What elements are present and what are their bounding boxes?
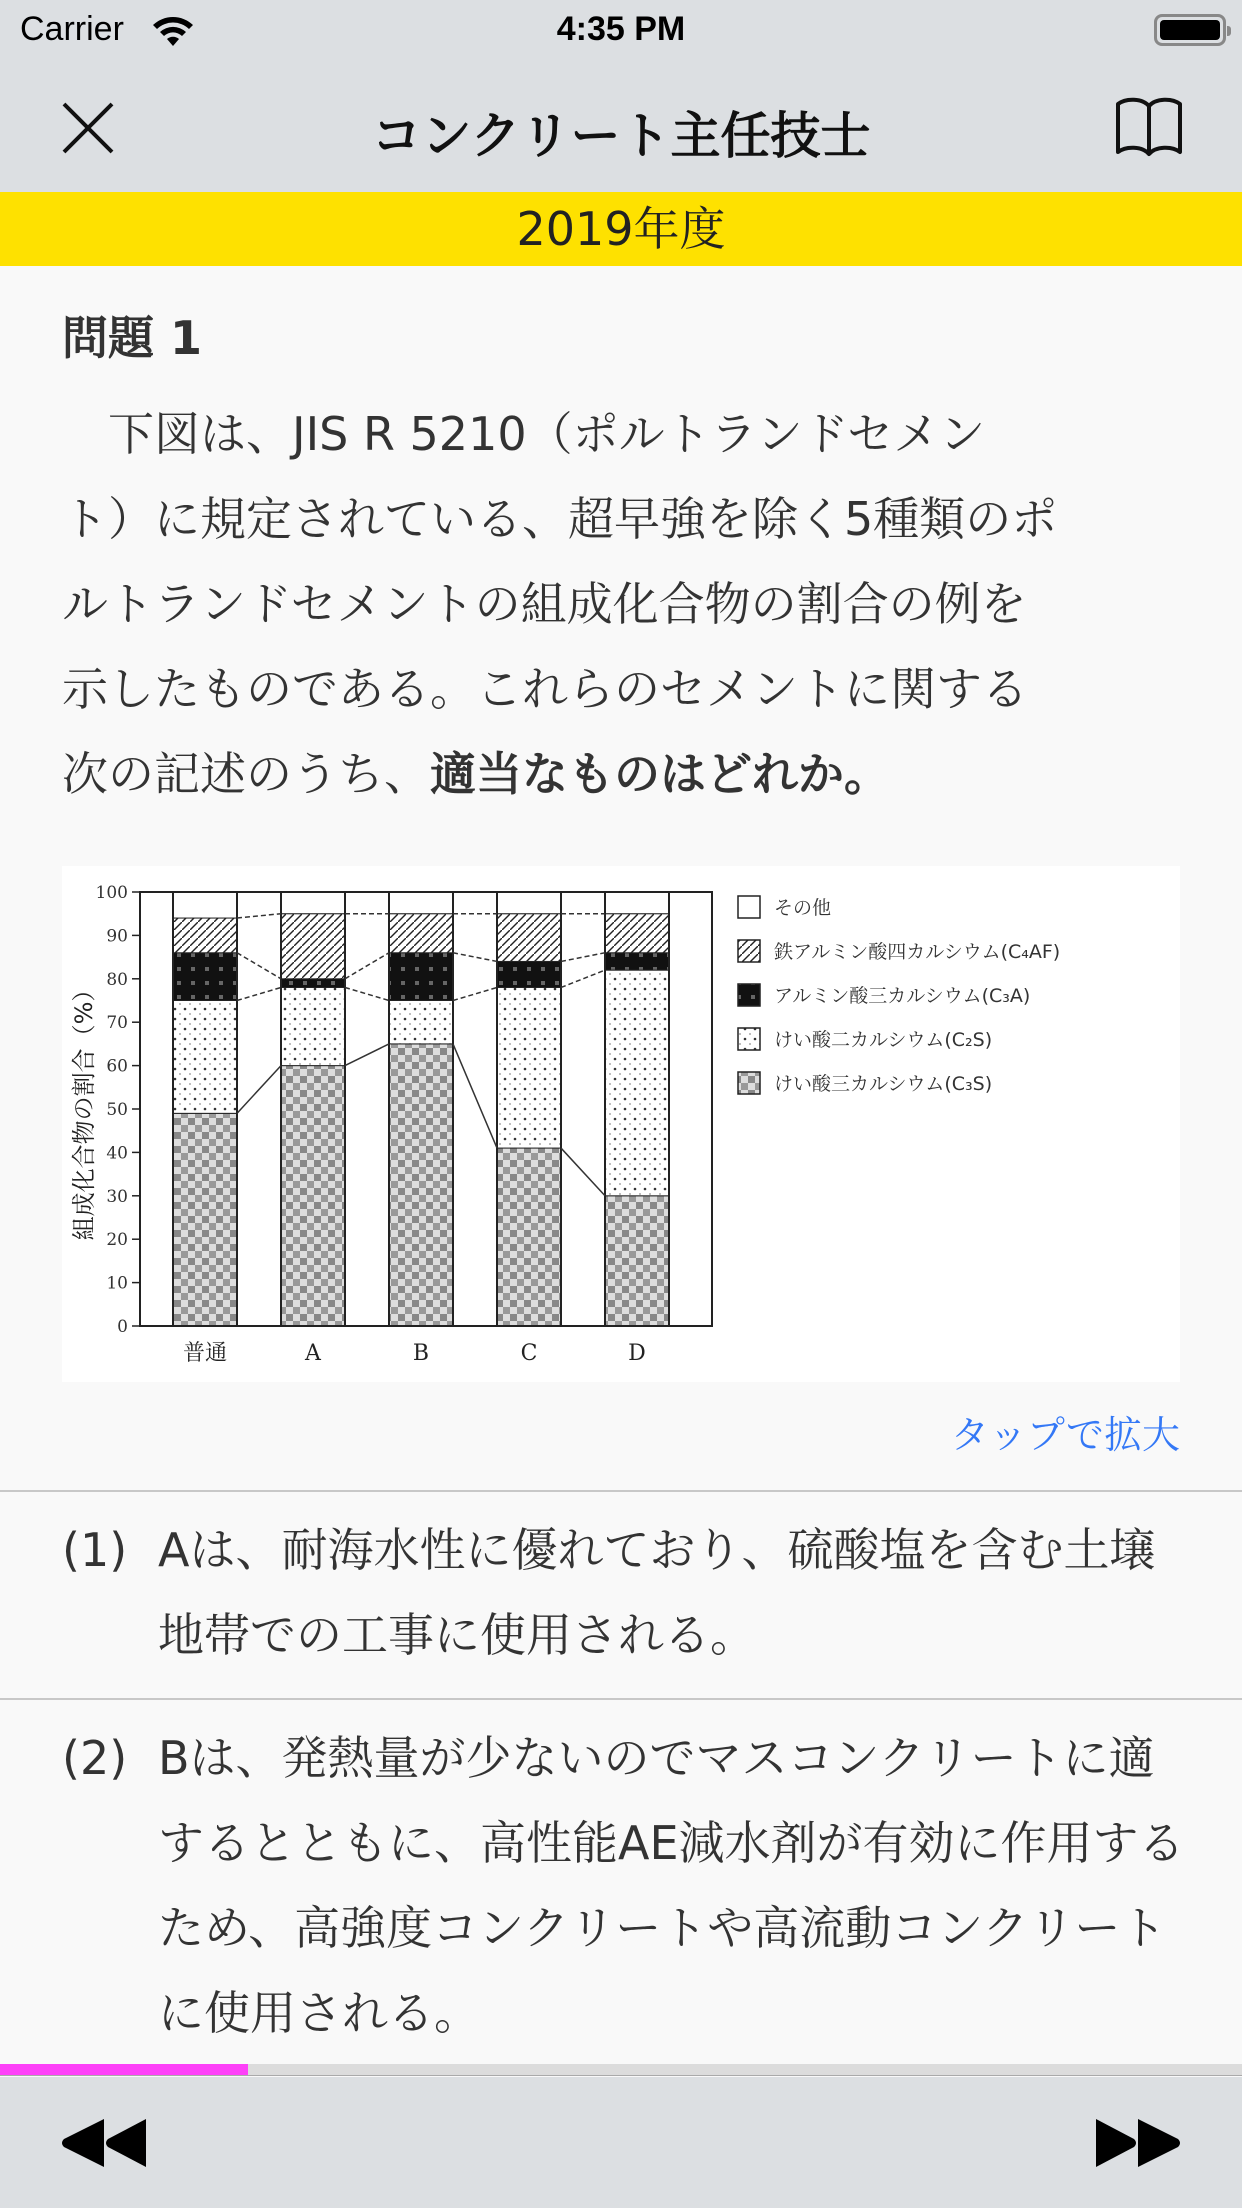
tap-to-zoom-link[interactable]: タップで拡大 — [950, 1413, 1180, 1457]
svg-text:普通: 普通 — [182, 1341, 228, 1366]
svg-text:B: B — [412, 1341, 430, 1366]
svg-text:アルミン酸三カルシウム(C₃A): アルミン酸三カルシウム(C₃A) — [774, 985, 1031, 1007]
question-emphasis: 適当なものはどれか。 — [430, 747, 890, 801]
navigation-bar — [0, 60, 1242, 192]
svg-text:組成化合物の割合（%）: 組成化合物の割合（%） — [70, 977, 98, 1241]
divider — [0, 1698, 1242, 1700]
svg-text:けい酸二カルシウム(C₂S): けい酸二カルシウム(C₂S) — [774, 1029, 993, 1051]
svg-text:30: 30 — [106, 1186, 128, 1207]
svg-text:90: 90 — [106, 926, 128, 947]
fast-forward-icon[interactable] — [1092, 2117, 1182, 2169]
svg-text:C: C — [520, 1341, 538, 1366]
svg-text:40: 40 — [106, 1143, 128, 1164]
svg-text:0: 0 — [117, 1317, 128, 1337]
svg-text:80: 80 — [106, 969, 128, 990]
svg-text:その他: その他 — [774, 897, 832, 919]
composition-chart[interactable] — [62, 866, 1180, 1382]
status-bar — [0, 0, 1242, 60]
svg-text:A: A — [305, 1341, 321, 1366]
option-number: (2) — [62, 1731, 128, 1785]
question-line: 示したものである。これらのセメントに関する — [62, 662, 1028, 716]
svg-text:70: 70 — [106, 1013, 128, 1034]
question-line: ト）に規定されている、超早強を除く5種類のポ — [62, 492, 1058, 546]
page-title: コンクリート主任技士 — [371, 107, 871, 165]
question-line: 下図は、JIS R 5210（ポルトランドセメン — [62, 407, 986, 461]
year-banner: 2019年度 — [0, 192, 1242, 266]
option-text: Bは、発熱量が少ないのでマスコンクリートに適するとともに、高性能AE減水剤が有効に作用するため、高強度コンクリートや高流動コンクリートに使用される。 — [158, 1731, 1185, 2040]
progress-fill — [0, 2064, 248, 2075]
question-line — [62, 732, 1192, 817]
svg-text:50: 50 — [106, 1100, 128, 1120]
option-text: Aは、耐海水性に優れており、硫酸塩を含む土壌地帯での工事に使用される。 — [158, 1523, 1156, 1662]
svg-text:けい酸三カルシウム(C₃S): けい酸三カルシウム(C₃S) — [774, 1073, 993, 1095]
question-text — [62, 392, 1192, 817]
clock: 4:35 PM — [556, 10, 686, 48]
option-number: (1) — [62, 1523, 128, 1577]
question-line: ルトランドセメントの組成化合物の割合の例を — [62, 577, 1027, 631]
svg-text:鉄アルミン酸四カルシウム(C₄AF): 鉄アルミン酸四カルシウム(C₄AF) — [774, 941, 1061, 963]
svg-text:D: D — [628, 1341, 646, 1366]
carrier-label: Carrier — [20, 10, 124, 48]
question-line-plain: 次の記述のうち、 — [62, 747, 430, 801]
bottom-toolbar — [0, 2077, 1242, 2208]
rewind-icon[interactable] — [60, 2117, 150, 2169]
battery-icon — [1154, 14, 1226, 46]
divider — [0, 1490, 1242, 1492]
svg-text:20: 20 — [106, 1230, 128, 1251]
stacked-bar-chart — [62, 866, 1180, 1382]
svg-text:100: 100 — [95, 883, 128, 903]
svg-text:60: 60 — [106, 1056, 128, 1077]
progress-bar — [0, 2064, 1242, 2076]
book-icon[interactable] — [1114, 96, 1184, 158]
question-number: 問題 1 — [62, 311, 203, 365]
svg-text:10: 10 — [106, 1273, 128, 1294]
